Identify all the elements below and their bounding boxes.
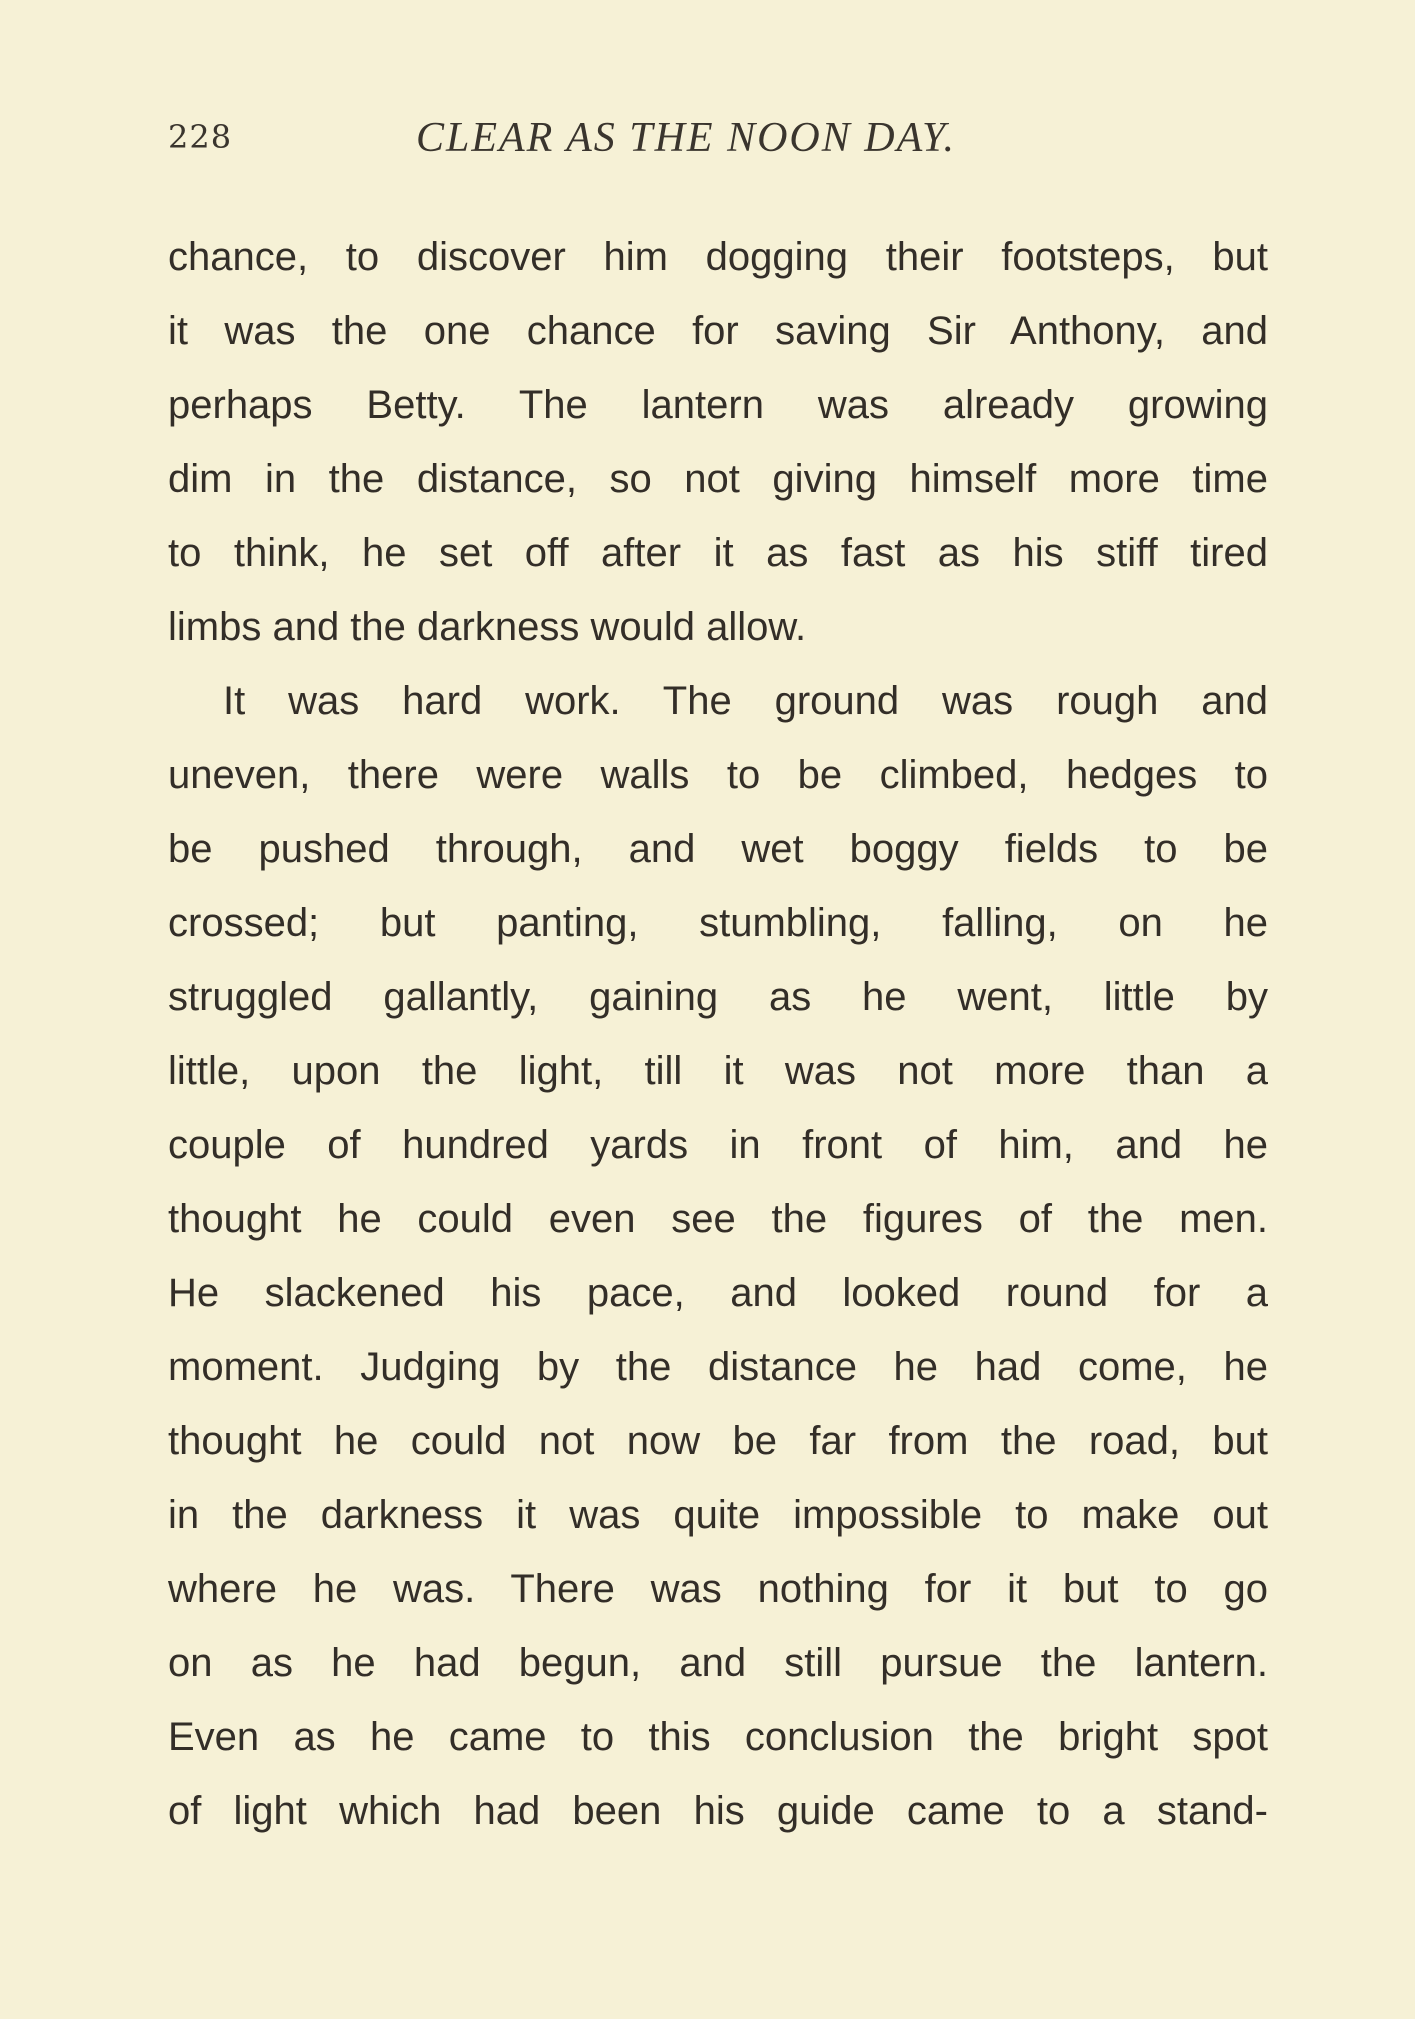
text-line: limbs and the darkness would allow. [168,605,807,649]
text-line: in the darkness it was quite impossible to make out [168,1493,1268,1537]
text-line: perhaps Betty. The lantern was already growing [168,383,1268,427]
running-title: CLEAR AS THE NOON DAY. [416,115,956,161]
text-line: of light which had been his guide came to a stand- [168,1789,1268,1833]
text-line: on as he had begun, and still pursue the lantern. [168,1641,1268,1685]
body-text [168,220,1268,1848]
text-line: moment. Judging by the distance he had come, he [168,1345,1268,1389]
text-line: chance, to discover him dogging their footsteps, but [168,235,1268,279]
text-line: crossed; but panting, stumbling, falling, on he [168,901,1268,945]
text-line: Even as he came to this conclusion the bright spot [168,1715,1268,1759]
text-line: couple of hundred yards in front of him, and he [168,1123,1268,1167]
text-line: thought he could even see the figures of the men. [168,1197,1268,1241]
text-line: to think, he set off after it as fast as his stiff tired [168,531,1268,575]
page-header [168,115,1268,178]
text-line: dim in the distance, so not giving himself more time [168,457,1268,501]
text-line: it was the one chance for saving Sir Anthony, and [168,309,1268,353]
text-line: struggled gallantly, gaining as he went, little by [168,975,1268,1019]
page-number: 228 [168,118,233,156]
paragraph [168,220,1268,664]
text-line: He slackened his pace, and looked round for a [168,1271,1268,1315]
text-line: little, upon the light, till it was not more than a [168,1049,1268,1093]
text-line: be pushed through, and wet boggy fields to be [168,827,1268,871]
text-line: uneven, there were walls to be climbed, hedges to [168,753,1268,797]
text-line: It was hard work. The ground was rough and [223,679,1268,723]
paragraph [168,664,1268,1848]
text-line: where he was. There was nothing for it but to go [168,1567,1268,1611]
text-line: thought he could not now be far from the road, but [168,1419,1268,1463]
